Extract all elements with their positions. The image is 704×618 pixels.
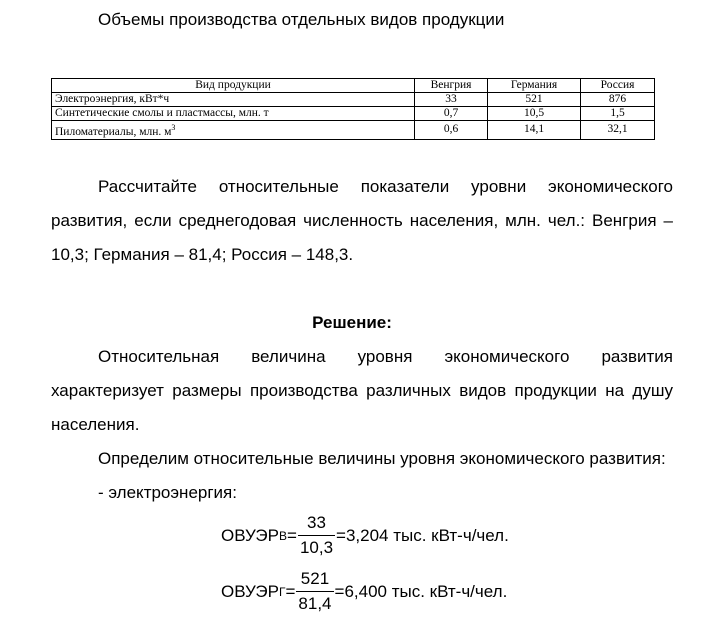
table-cell: 10,5 (488, 107, 581, 121)
fraction-numerator: 521 (300, 569, 330, 588)
task-line (51, 170, 673, 204)
formula-subscript: В (278, 528, 287, 543)
production-table (51, 78, 655, 140)
solution-text: Определим относительные величины уровня экономического развития: (98, 449, 666, 468)
solution-line (51, 476, 673, 510)
fraction (296, 569, 333, 614)
table-row (52, 93, 655, 107)
fraction-denominator: 81,4 (296, 591, 333, 614)
solution-line (51, 442, 673, 476)
formula-lhs: ОВУЭР (221, 525, 279, 545)
table-header: Германия (488, 79, 581, 93)
task-line: 10,3; Германия – 81,4; Россия – 148,3. (51, 245, 354, 264)
fraction-denominator: 10,3 (298, 535, 335, 558)
table-cell: 876 (581, 93, 655, 107)
table-header-row (52, 79, 655, 93)
table-header: Венгрия (415, 79, 488, 93)
task-text: Рассчитайте относительные показатели уровни экономического (98, 177, 673, 196)
formula-eq: = (287, 525, 297, 545)
table-cell: 0,7 (415, 107, 488, 121)
formula-result: =6,400 тыс. кВт-ч/чел. (334, 581, 508, 601)
table-row (52, 121, 655, 140)
formula-eq: = (285, 581, 296, 601)
table-cell: 33 (415, 93, 488, 107)
table-row (52, 107, 655, 121)
task-paragraph (51, 170, 673, 272)
task-line: развития, если среднегодовая численность населения, млн. чел.: Венгрия – (51, 211, 673, 230)
fraction (298, 513, 335, 558)
table-header: Вид продукции (52, 79, 415, 93)
solution-heading: Решение: (312, 313, 392, 332)
document-title: Объемы производства отдельных видов продукции (98, 10, 505, 29)
table-cell: 32,1 (581, 121, 655, 140)
row-label: Пиломатериалы, млн. м (55, 125, 172, 138)
table-cell: 14,1 (488, 121, 581, 140)
solution-text: Относительная величина уровня экономического развития (98, 347, 673, 366)
solution-line: характеризует размеры производства различных видов продукции на душу (51, 381, 673, 400)
solution-line (51, 340, 673, 374)
table-header: Россия (581, 79, 655, 93)
formula-result: =3,204 тыс. кВт-ч/чел. (336, 525, 509, 545)
solution-paragraph (51, 340, 673, 510)
table-cell: 1,5 (581, 107, 655, 121)
fraction-numerator: 33 (307, 513, 326, 532)
formula-hungary (221, 513, 509, 558)
formula-subscript: Г (278, 584, 286, 599)
formula-lhs: ОВУЭР (221, 581, 279, 601)
solution-line: населения. (51, 415, 140, 434)
table-cell: Электроэнергия, кВт*ч (52, 93, 415, 107)
unit-superscript: 3 (171, 123, 176, 132)
formula-germany (221, 569, 507, 614)
table-cell: 521 (488, 93, 581, 107)
table-cell: 0,6 (415, 121, 488, 140)
table-cell (52, 121, 415, 140)
table-cell: Синтетические смолы и пластмассы, млн. т (52, 107, 415, 121)
solution-text: - электроэнергия: (98, 483, 237, 502)
